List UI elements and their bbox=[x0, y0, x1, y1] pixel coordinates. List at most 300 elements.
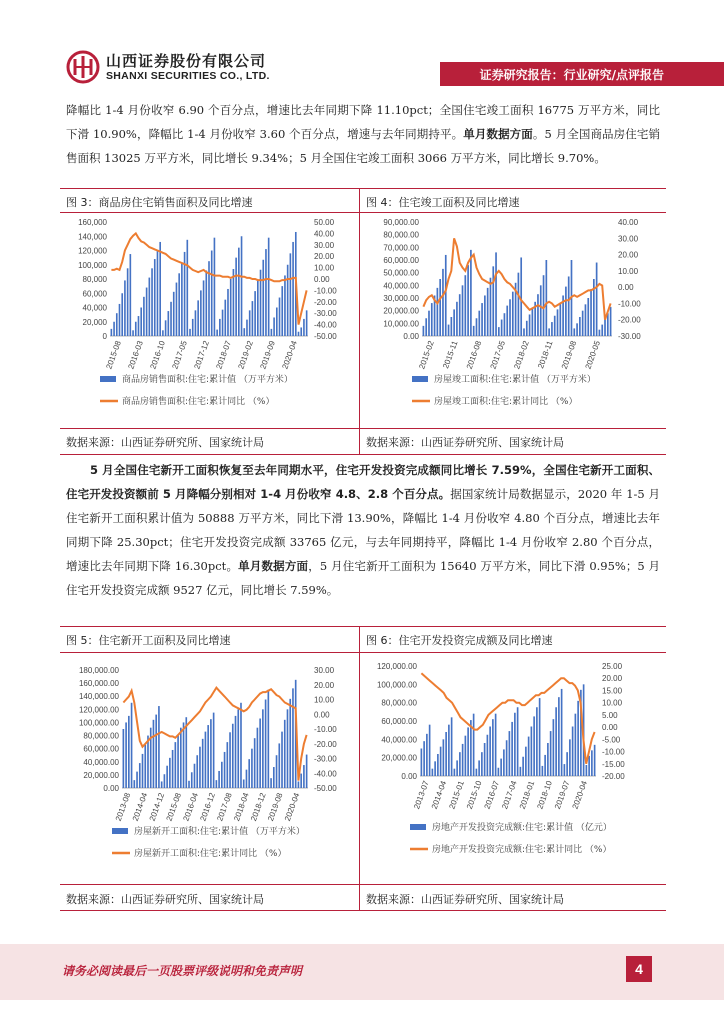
left-tick-label: 80,000.00 bbox=[381, 698, 417, 708]
left-tick-label: 120,000.00 bbox=[376, 662, 417, 671]
bar bbox=[495, 714, 497, 776]
bar bbox=[431, 303, 433, 336]
right-tick-label: 10.00 bbox=[602, 698, 623, 708]
x-tick-label: 2020-04 bbox=[282, 791, 302, 823]
bar bbox=[210, 719, 212, 788]
bar bbox=[303, 765, 305, 788]
bar bbox=[123, 729, 125, 788]
bar bbox=[539, 698, 541, 776]
bar bbox=[437, 754, 439, 776]
bar bbox=[462, 744, 464, 776]
bar bbox=[230, 279, 232, 336]
legend-bar-swatch bbox=[100, 376, 116, 382]
x-tick-label: 2017-04 bbox=[500, 779, 519, 811]
bar bbox=[540, 285, 542, 336]
left-tick-label: 20,000 bbox=[82, 317, 107, 327]
figure-6-source: 数据来源：山西证券研究所、国家统计局 bbox=[366, 893, 564, 906]
bar bbox=[151, 268, 153, 336]
figure-3-title: 图 3：商品房住宅销售面积及同比增速 bbox=[66, 196, 253, 209]
bar bbox=[547, 743, 549, 776]
bar bbox=[268, 238, 270, 336]
bar bbox=[572, 727, 574, 777]
legend-bar-swatch bbox=[412, 376, 428, 382]
right-tick-label: 20.00 bbox=[602, 674, 623, 684]
x-tick-label: 2016-08 bbox=[464, 339, 484, 371]
bar bbox=[423, 741, 425, 776]
paragraph-1-tail: 。5 月全国商品房住宅销售面积 13025 万平方米，同比增长 9.34%；5 月全国住宅竣工面积 3066 万平方米，同比增长 9.70%。 bbox=[66, 127, 660, 165]
bar bbox=[565, 287, 567, 336]
company-name-en: SHANXI SECURITIES CO., LTD. bbox=[106, 70, 270, 82]
bar bbox=[176, 283, 178, 336]
bar bbox=[241, 236, 243, 336]
paragraph-2-text: 据国家统计局数据显示，2020 年 1-5 月住宅新开工面积累计值为 50888 万平方米，同比下滑 13.90%，降幅比 1-4 月份收窄 4.80 个百分点，增速比去年同期下降 25.30pct；住宅开发投资完成额 33765 亿元，与去年同期持平，降幅比 1-4 月份收窄 2.80 个百分点，增速比去年同期下降 16.30pct。 bbox=[66, 487, 660, 573]
chart-figure-3 bbox=[60, 214, 358, 430]
right-tick-label: -40.00 bbox=[314, 769, 337, 779]
bar bbox=[155, 715, 157, 788]
x-tick-label: 2017-05 bbox=[170, 339, 189, 371]
bar bbox=[136, 772, 138, 788]
right-tick-label: 20.00 bbox=[618, 250, 639, 260]
bar bbox=[135, 322, 137, 336]
bar bbox=[200, 290, 202, 336]
right-tick-label: 40.00 bbox=[618, 218, 639, 227]
bar bbox=[573, 328, 575, 336]
bar bbox=[501, 320, 503, 336]
x-tick-label: 2017-05 bbox=[488, 339, 508, 371]
bar bbox=[165, 320, 167, 336]
bar bbox=[548, 328, 550, 336]
right-tick-label: 10.00 bbox=[618, 266, 639, 276]
bar bbox=[509, 299, 511, 336]
report-type-label: 证券研究报告：行业研究/点评报告 bbox=[479, 67, 664, 82]
bar bbox=[306, 310, 308, 336]
bar bbox=[124, 280, 126, 336]
x-tick-label: 2016-03 bbox=[126, 339, 145, 371]
bar bbox=[259, 719, 261, 788]
bar bbox=[437, 288, 439, 336]
bar bbox=[216, 330, 218, 336]
bar bbox=[462, 285, 464, 336]
left-tick-label: 120,000 bbox=[78, 246, 107, 256]
right-tick-label: 0.00 bbox=[314, 710, 330, 720]
bar bbox=[459, 294, 461, 336]
bar bbox=[498, 327, 500, 336]
bar bbox=[551, 322, 553, 336]
bar bbox=[528, 737, 530, 776]
x-tick-label: 2013-08 bbox=[113, 791, 133, 823]
bar bbox=[569, 739, 571, 776]
legend-bar-swatch bbox=[112, 828, 128, 834]
bar bbox=[257, 280, 259, 336]
bar bbox=[531, 727, 533, 777]
right-tick-label: -50.00 bbox=[314, 332, 337, 341]
left-tick-label: 60,000.00 bbox=[381, 717, 417, 726]
bar bbox=[262, 260, 264, 336]
bar bbox=[292, 688, 294, 788]
bar bbox=[173, 292, 175, 336]
bar bbox=[529, 314, 531, 336]
bar bbox=[454, 769, 456, 776]
bar bbox=[429, 725, 431, 776]
bar bbox=[251, 749, 253, 788]
bar bbox=[594, 745, 596, 776]
bar bbox=[262, 709, 264, 788]
x-tick-label: 2015-08 bbox=[104, 339, 123, 371]
report-type-banner bbox=[440, 62, 724, 86]
right-tick-label: -10.00 bbox=[314, 286, 337, 296]
x-tick-label: 2016-04 bbox=[181, 791, 200, 823]
x-tick-label: 2019-08 bbox=[559, 339, 579, 371]
bar bbox=[157, 251, 159, 337]
bar bbox=[476, 769, 478, 776]
right-tick-label: -30.00 bbox=[314, 754, 337, 764]
paragraph-1-bold: 单月数据方面 bbox=[463, 127, 533, 141]
bar bbox=[196, 755, 198, 788]
bar bbox=[607, 313, 609, 336]
x-tick-label: 2015-01 bbox=[447, 779, 466, 811]
bar bbox=[503, 749, 505, 776]
bar bbox=[577, 701, 579, 776]
bar bbox=[568, 276, 570, 336]
bar bbox=[306, 755, 308, 788]
bar bbox=[178, 273, 180, 336]
bar bbox=[464, 275, 466, 336]
line-series bbox=[423, 238, 610, 319]
bar bbox=[149, 278, 151, 336]
left-tick-label: 80,000 bbox=[82, 275, 107, 284]
left-tick-label: 140,000.00 bbox=[78, 692, 119, 702]
bar bbox=[140, 308, 142, 337]
bar bbox=[520, 767, 522, 776]
left-tick-label: 20,000.00 bbox=[383, 306, 419, 316]
bar bbox=[509, 731, 511, 776]
bar bbox=[205, 732, 207, 788]
bar bbox=[147, 736, 149, 788]
bar bbox=[207, 725, 209, 788]
bar bbox=[170, 302, 172, 336]
bar bbox=[276, 308, 278, 337]
bar bbox=[442, 269, 444, 336]
bar bbox=[143, 297, 145, 336]
bar bbox=[166, 766, 168, 788]
bar bbox=[278, 743, 280, 788]
bar bbox=[504, 313, 506, 336]
bar bbox=[199, 747, 201, 788]
bar bbox=[191, 772, 193, 788]
bar bbox=[243, 328, 245, 336]
left-tick-label: 80,000.00 bbox=[83, 731, 119, 741]
bar bbox=[423, 326, 425, 336]
bar bbox=[238, 248, 240, 336]
bar bbox=[484, 743, 486, 776]
left-tick-label: 0.00 bbox=[403, 332, 419, 341]
company-name-cn: 山西证券股份有限公司 bbox=[106, 52, 267, 70]
bar bbox=[470, 250, 472, 336]
left-tick-label: 120,000.00 bbox=[78, 705, 119, 715]
bar bbox=[448, 725, 450, 776]
bar bbox=[492, 719, 494, 776]
bar bbox=[183, 722, 185, 788]
bar bbox=[484, 295, 486, 336]
bar bbox=[298, 781, 300, 788]
bar bbox=[281, 286, 283, 336]
right-tick-label: -30.00 bbox=[618, 332, 641, 341]
x-tick-label: 2017-12 bbox=[192, 339, 211, 371]
left-tick-label: 20,000.00 bbox=[381, 753, 417, 763]
legend-bar-label: 房地产开发投资完成额:住宅:累计值 （亿元） bbox=[432, 823, 612, 833]
bar bbox=[490, 278, 492, 336]
bar bbox=[246, 770, 248, 788]
bar bbox=[133, 780, 135, 788]
bar bbox=[487, 288, 489, 336]
bar bbox=[456, 302, 458, 336]
right-tick-label: -40.00 bbox=[314, 320, 337, 330]
bar bbox=[270, 778, 272, 788]
bar bbox=[168, 311, 170, 336]
bar bbox=[121, 293, 123, 336]
bar bbox=[113, 322, 115, 336]
bar bbox=[265, 249, 267, 336]
bar bbox=[254, 738, 256, 788]
bar bbox=[459, 752, 461, 776]
bar bbox=[197, 300, 199, 336]
bar bbox=[599, 330, 601, 336]
bar bbox=[473, 326, 475, 336]
x-tick-label: 2017-08 bbox=[215, 791, 234, 823]
bar bbox=[248, 759, 250, 788]
paragraph-2-bold2: 单月数据方面 bbox=[238, 559, 309, 573]
bar bbox=[532, 308, 534, 336]
x-tick-label: 2014-04 bbox=[429, 779, 449, 811]
figure-4-title: 图 4：住宅竣工面积及同比增速 bbox=[366, 196, 520, 209]
bar bbox=[440, 747, 442, 776]
bar bbox=[226, 742, 228, 788]
bar bbox=[116, 313, 118, 336]
bar bbox=[222, 310, 224, 336]
x-tick-label: 2018-04 bbox=[232, 791, 251, 823]
bar bbox=[188, 781, 190, 788]
bar bbox=[177, 735, 179, 788]
x-tick-label: 2018-02 bbox=[512, 339, 531, 371]
x-tick-label: 2018-10 bbox=[535, 779, 554, 811]
left-tick-label: 180,000.00 bbox=[78, 666, 119, 675]
bar bbox=[164, 774, 166, 788]
bar bbox=[586, 765, 588, 776]
left-tick-label: 60,000.00 bbox=[83, 744, 119, 754]
bar bbox=[492, 266, 494, 336]
bar bbox=[235, 716, 237, 788]
bar bbox=[506, 306, 508, 336]
bar bbox=[227, 289, 229, 336]
bar bbox=[582, 311, 584, 336]
paragraph-2-tail: ，5 月住宅新开工面积为 15640 万平方米，同比下滑 0.95%；5 月住宅开发投资完成额 9527 亿元，同比增长 7.59%。 bbox=[66, 559, 661, 597]
bar bbox=[154, 259, 156, 336]
x-tick-label: 2015-08 bbox=[164, 791, 184, 823]
bar bbox=[426, 734, 428, 776]
bar bbox=[554, 316, 556, 336]
bar bbox=[300, 327, 302, 336]
bar bbox=[131, 703, 133, 788]
bar bbox=[249, 310, 251, 336]
bar bbox=[448, 325, 450, 336]
bar bbox=[289, 699, 291, 788]
x-tick-label: 2013-07 bbox=[412, 779, 431, 811]
bar bbox=[192, 319, 194, 336]
bar bbox=[467, 727, 469, 776]
right-tick-label: -20.00 bbox=[602, 772, 625, 781]
bar bbox=[588, 756, 590, 776]
left-tick-label: 0.00 bbox=[401, 772, 417, 781]
bar bbox=[233, 269, 235, 336]
bar bbox=[487, 735, 489, 776]
bar bbox=[525, 747, 527, 776]
bar bbox=[453, 309, 455, 336]
x-tick-label: 2018-01 bbox=[517, 779, 537, 811]
bar bbox=[276, 755, 278, 788]
left-tick-label: 50,000.00 bbox=[383, 268, 419, 278]
left-tick-label: 40,000.00 bbox=[383, 281, 419, 291]
x-tick-label: 2019-07 bbox=[552, 779, 572, 811]
legend-line-label: 商品房销售面积:住宅:累计同比 （%） bbox=[122, 397, 275, 407]
bar bbox=[281, 732, 283, 788]
left-tick-label: 100,000.00 bbox=[78, 718, 119, 728]
bar bbox=[243, 779, 245, 788]
bar bbox=[566, 752, 568, 776]
figure-6-title: 图 6：住宅开发投资完成额及同比增速 bbox=[366, 634, 553, 647]
left-tick-label: 60,000 bbox=[82, 289, 107, 299]
bar bbox=[162, 330, 164, 336]
bar bbox=[523, 328, 525, 336]
chart-figure-6 bbox=[360, 654, 660, 886]
bar bbox=[445, 732, 447, 776]
right-tick-label: 30.00 bbox=[314, 240, 335, 250]
left-tick-label: 40,000.00 bbox=[381, 735, 417, 745]
bar bbox=[601, 325, 603, 336]
x-tick-label: 2018-12 bbox=[249, 791, 268, 823]
bar bbox=[489, 727, 491, 777]
bar bbox=[125, 722, 127, 788]
bar bbox=[235, 258, 237, 336]
right-tick-label: 50.00 bbox=[314, 218, 335, 227]
bar bbox=[544, 755, 546, 776]
bar bbox=[205, 270, 207, 336]
bar bbox=[604, 318, 606, 336]
bar bbox=[533, 716, 535, 776]
bar bbox=[229, 732, 231, 788]
bar bbox=[498, 768, 500, 776]
left-tick-label: 60,000.00 bbox=[383, 256, 419, 265]
bar bbox=[550, 731, 552, 776]
right-tick-label: 10.00 bbox=[314, 695, 335, 705]
bar bbox=[512, 292, 514, 336]
figure-5-source: 数据来源：山西证券研究所、国家统计局 bbox=[66, 893, 264, 906]
bar bbox=[575, 714, 577, 776]
bar bbox=[587, 298, 589, 336]
bar bbox=[451, 317, 453, 336]
right-tick-label: -50.00 bbox=[314, 784, 337, 793]
bar bbox=[203, 280, 205, 336]
bar bbox=[432, 769, 434, 776]
bar bbox=[194, 764, 196, 788]
bar bbox=[290, 253, 292, 336]
x-tick-label: 2014-04 bbox=[130, 791, 150, 823]
right-tick-label: 30.00 bbox=[314, 666, 335, 675]
left-tick-label: 100,000 bbox=[78, 260, 107, 270]
bar bbox=[169, 758, 171, 788]
bar bbox=[421, 749, 423, 777]
left-tick-label: 10,000.00 bbox=[383, 319, 419, 329]
bar bbox=[127, 268, 129, 336]
bar bbox=[232, 724, 234, 788]
bar bbox=[591, 750, 593, 776]
legend-line-label: 房屋新开工面积:住宅:累计同比 （%） bbox=[134, 849, 287, 859]
bar bbox=[478, 311, 480, 336]
bar bbox=[287, 265, 289, 336]
bar bbox=[181, 263, 183, 336]
bar bbox=[111, 329, 113, 336]
bar bbox=[161, 781, 163, 788]
right-tick-label: 5.00 bbox=[602, 710, 618, 720]
bar bbox=[159, 242, 161, 336]
x-tick-label: 2016-10 bbox=[148, 339, 167, 371]
bar bbox=[557, 309, 559, 336]
bar bbox=[218, 771, 220, 788]
legend-bar-swatch bbox=[410, 824, 426, 830]
bar bbox=[303, 319, 305, 336]
right-tick-label: -5.00 bbox=[602, 735, 621, 745]
bar bbox=[585, 304, 587, 336]
right-tick-label: 0.00 bbox=[314, 275, 330, 284]
left-tick-label: 100,000.00 bbox=[376, 680, 417, 690]
bar bbox=[564, 764, 566, 776]
bar bbox=[219, 319, 221, 336]
left-tick-label: 40,000 bbox=[82, 303, 107, 313]
left-tick-label: 0 bbox=[102, 332, 107, 341]
bar bbox=[130, 254, 132, 336]
bar bbox=[153, 720, 155, 788]
bar bbox=[555, 707, 557, 776]
legend-bar-label: 房屋新开工面积:住宅:累计值 （万平方米） bbox=[134, 827, 305, 837]
bar bbox=[439, 279, 441, 336]
legend-line-label: 房地产开发投资完成额:住宅:累计同比 （%） bbox=[432, 845, 612, 855]
paragraph-1-text: 降幅比 1-4 月份收窄 6.90 个百分点，增速比去年同期下降 11.10pct；全国住宅竣工面积 16775 万平方米，同比下滑 10.90%，降幅比 1-4 月份收窄 3.60 个百分点，增速与去年同期持平。 bbox=[66, 103, 660, 141]
bar bbox=[202, 739, 204, 788]
bar bbox=[537, 294, 539, 336]
bar bbox=[189, 329, 191, 336]
left-tick-label: 80,000.00 bbox=[383, 230, 419, 240]
bar bbox=[579, 317, 581, 336]
x-tick-label: 2019-09 bbox=[258, 339, 277, 371]
right-tick-label: 10.00 bbox=[314, 263, 335, 273]
bar bbox=[287, 709, 289, 788]
right-tick-label: -20.00 bbox=[314, 297, 337, 307]
left-tick-label: 160,000.00 bbox=[78, 679, 119, 689]
page-number: 4 bbox=[626, 956, 652, 982]
bar bbox=[511, 722, 513, 776]
bar bbox=[273, 317, 275, 336]
bar bbox=[224, 752, 226, 788]
figure-5-title: 图 5：住宅新开工面积及同比增速 bbox=[66, 634, 231, 647]
bar bbox=[558, 697, 560, 776]
left-tick-label: 40,000.00 bbox=[83, 757, 119, 767]
bar bbox=[476, 318, 478, 336]
bar bbox=[119, 304, 121, 336]
x-tick-label: 2015-02 bbox=[417, 339, 436, 371]
right-tick-label: 40.00 bbox=[314, 229, 335, 239]
bar bbox=[514, 713, 516, 776]
bar bbox=[132, 330, 134, 336]
left-tick-label: 20,000.00 bbox=[83, 770, 119, 780]
